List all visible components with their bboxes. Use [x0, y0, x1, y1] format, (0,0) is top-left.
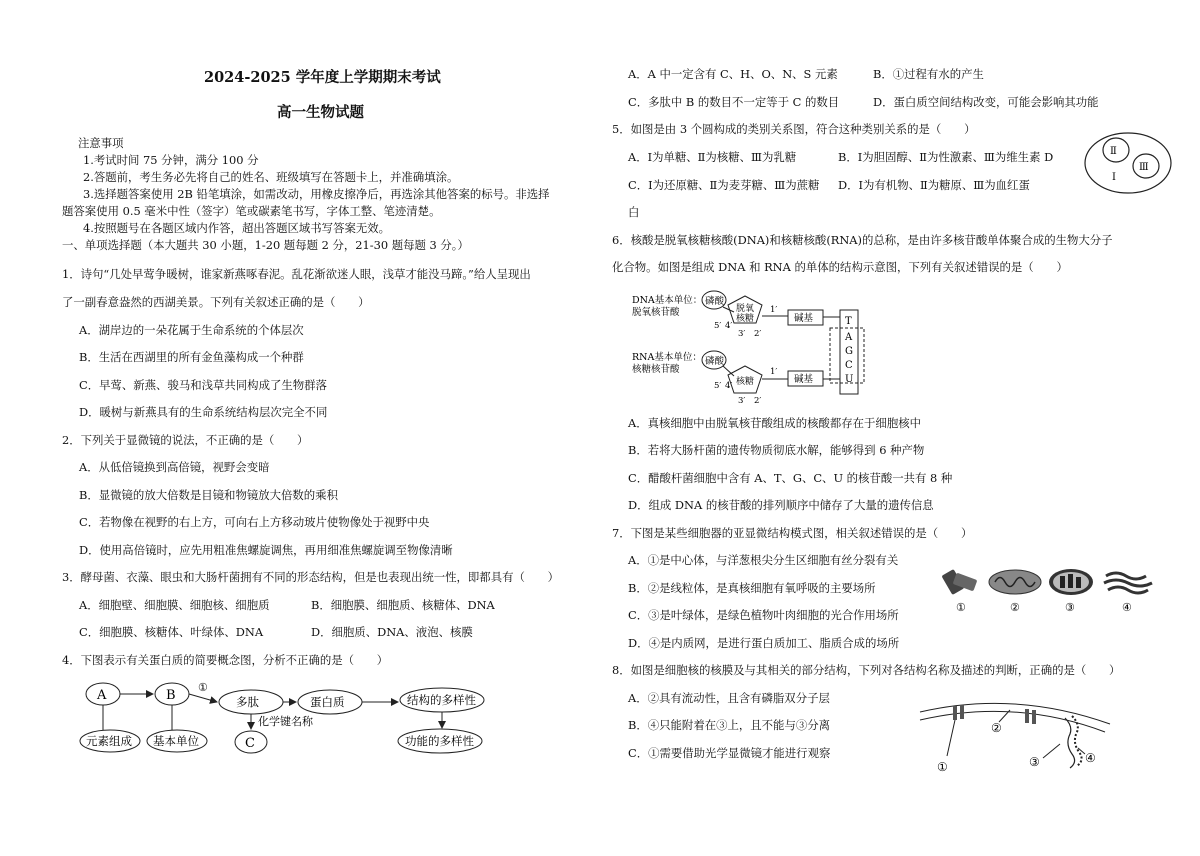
- centriole-icon: [941, 569, 977, 595]
- option: C．①需要借助光学显微镜才能进行观察: [628, 746, 831, 760]
- organelles-diagram: [940, 566, 1170, 616]
- nuclear-label-4: ④: [1085, 751, 1096, 765]
- phosphate-label: 磷酸: [705, 356, 725, 367]
- rna-unit-label: RNA基本单位：: [632, 352, 702, 363]
- node-b: B: [166, 688, 176, 703]
- nuclear-label-1: ①: [937, 760, 948, 774]
- subject-title: 高一生物试题: [277, 104, 364, 121]
- option: A．Ⅰ为单糖、Ⅱ为核糖、Ⅲ为乳糖: [628, 150, 797, 164]
- nucleotide-structure-diagram: [628, 290, 868, 405]
- organelle-label-3: ③: [1065, 601, 1075, 614]
- option: B．①过程有水的产生: [873, 67, 984, 81]
- circle-label-i: Ⅰ: [1112, 172, 1116, 183]
- structure-diversity-label: 结构的多样性: [407, 693, 476, 707]
- option: A．湖岸边的一朵花属于生命系统的个体层次: [79, 323, 304, 337]
- organelle-label-2: ②: [1010, 601, 1020, 614]
- notice-item: 2.答题前，考生务必先将自己的姓名、班级填写在答题卡上，并准确填涂。: [83, 170, 459, 184]
- option: A．①是中心体，与洋葱根尖分生区细胞有丝分裂有关: [628, 553, 899, 567]
- nuclear-label-3: ③: [1029, 755, 1040, 769]
- option: B．生活在西湖里的所有金鱼藻构成一个种群: [79, 350, 304, 364]
- carbon-1-label: 1′: [770, 305, 778, 315]
- question-stem: 3．酵母菌、衣藻、眼虫和大肠杆菌拥有不同的形态结构，但是也表现出统一性，即都具有（ ）: [62, 570, 560, 584]
- question-stem: 8．如图是细胞核的核膜及与其相关的部分结构，下列对各结构名称及描述的判断，正确的是（ ）: [612, 663, 1121, 677]
- phosphate-label: 磷酸: [705, 296, 725, 307]
- deoxyribose-label: 脱氧: [736, 304, 755, 314]
- carbon-3-label: 3′: [738, 329, 746, 339]
- elements-label: 元素组成: [86, 734, 132, 748]
- carbon-1-label: 1′: [770, 367, 778, 377]
- question-stem: 5．如图是由 3 个圆构成的类别关系图，符合这种类别关系的是（ ）: [612, 122, 976, 136]
- base-letter: U: [845, 374, 854, 385]
- notice-item: 题答案使用 0.5 毫米中性（签字）笔或碳素笔书写，字体工整、笔迹清楚。: [62, 204, 441, 218]
- question-stem: 7．下图是某些细胞器的亚显微结构模式图，相关叙述错误的是（ ）: [612, 526, 973, 540]
- option: C．醋酸杆菌细胞中含有 A、T、G、C、U 的核苷酸一共有 8 种: [628, 471, 953, 485]
- option: C．早莺、新燕、骏马和浅草共同构成了生物群落: [79, 378, 327, 392]
- nuclear-label-2: ②: [991, 721, 1002, 735]
- organelle-label-1: ①: [956, 601, 966, 614]
- base-label: 碱基: [794, 313, 814, 324]
- option: C．细胞膜、核糖体、叶绿体、DNA: [79, 625, 264, 639]
- notice-item: 4.按照题号在各题区域内作答，超出答题区域书写答案无效。: [83, 221, 391, 235]
- base-letter: C: [845, 360, 853, 371]
- question-stem: 1．诗句“几处早莺争暖树，谁家新燕啄春泥。乱花渐欲迷人眼，浅草才能没马蹄。”给人呈现出: [62, 267, 531, 281]
- question-stem: 6．核酸是脱氧核糖核酸(DNA)和核糖核酸(RNA)的总称，是由许多核苷酸单体聚合成的生物大分子: [612, 233, 1113, 247]
- circle-label-iii: Ⅲ: [1139, 162, 1149, 173]
- circle-label-ii: Ⅱ: [1110, 146, 1117, 157]
- protein-label: 蛋白质: [310, 695, 345, 709]
- dna-unit-name: 脱氧核苷酸: [632, 307, 680, 318]
- endoplasmic-reticulum-icon: [1104, 573, 1152, 593]
- carbon-5-label: 5′: [714, 381, 722, 391]
- deoxyribose-label: 核糖: [736, 314, 755, 324]
- base-letter: G: [845, 346, 853, 357]
- option: D．使用高倍镜时，应先用粗准焦螺旋调焦，再用细准焦螺旋调至物像清晰: [79, 543, 453, 557]
- dna-unit-label: DNA基本单位：: [632, 295, 703, 306]
- question-stem: 2．下列关于显微镜的说法，不正确的是（ ）: [62, 433, 309, 447]
- polypeptide-label: 多肽: [236, 695, 259, 709]
- option: C．若物像在视野的右上方，可向右上方移动玻片使物像处于视野中央: [79, 515, 430, 529]
- notice-item: 3.选择题答案使用 2B 铅笔填涂，如需改动，用橡皮擦净后，再选涂其他答案的标号。非选择: [83, 187, 550, 201]
- carbon-2-label: 2′: [754, 396, 762, 405]
- option: C．Ⅰ为还原糖、Ⅱ为麦芽糖、Ⅲ为蔗糖: [628, 178, 820, 192]
- question-stem: 化合物。如图是组成 DNA 和 RNA 的单体的结构示意图，下列有关叙述错误的是（ ）: [612, 260, 1068, 274]
- question-stem: 4．下图表示有关蛋白质的简要概念图，分析不正确的是（ ）: [62, 653, 389, 667]
- basic-unit-label: 基本单位: [153, 734, 199, 748]
- option: C．多肽中 B 的数目不一定等于 C 的数目: [628, 95, 840, 109]
- nuclear-envelope-diagram: [915, 702, 1115, 774]
- carbon-5-label: 5′: [714, 321, 722, 331]
- carbon-3-label: 3′: [738, 396, 746, 405]
- option: B．②是线粒体，是真核细胞有氧呼吸的主要场所: [628, 581, 876, 595]
- option: D．细胞质、DNA、液泡、核膜: [311, 625, 473, 639]
- mitochondrion-icon: [989, 570, 1041, 594]
- option: B．④只能附着在③上，且不能与③分离: [628, 718, 831, 732]
- option: B．Ⅰ为胆固醇、Ⅱ为性激素、Ⅲ为维生素 D: [838, 150, 1054, 164]
- option: D．组成 DNA 的核苷酸的排列顺序中储存了大量的遗传信息: [628, 498, 934, 512]
- option: C．③是叶绿体，是绿色植物叶肉细胞的光合作用场所: [628, 608, 899, 622]
- option: A．真核细胞中由脱氧核苷酸组成的核酸都存在于细胞核中: [628, 416, 921, 430]
- category-circles-diagram: [1082, 128, 1174, 198]
- chloroplast-icon: [1049, 569, 1093, 595]
- bond-name-label: 化学键名称: [258, 715, 313, 728]
- option: D．蛋白质空间结构改变，可能会影响其功能: [873, 95, 1099, 109]
- rna-unit-name: 核糖核苷酸: [632, 364, 680, 375]
- node-a: A: [97, 688, 107, 703]
- node-c: C: [245, 736, 255, 751]
- section-heading: 一、单项选择题（本大题共 30 小题，1-20 题每题 2 分，21-30 题每题 3 分。）: [62, 238, 469, 252]
- option: D．Ⅰ为有机物、Ⅱ为糖原、Ⅲ为血红蛋: [838, 178, 1030, 192]
- option: D．④是内质网，是进行蛋白质加工、脂质合成的场所: [628, 636, 900, 650]
- notice-heading: 注意事项: [78, 136, 124, 150]
- base-letter: A: [845, 332, 853, 343]
- option: A．A 中一定含有 C、H、O、N、S 元素: [628, 67, 838, 81]
- option: D．暖树与新燕具有的生命系统结构层次完全不同: [79, 405, 328, 419]
- protein-concept-diagram: [60, 678, 580, 778]
- base-label: 碱基: [794, 374, 814, 385]
- exam-title: 2024-2025 学年度上学期期末考试: [204, 69, 441, 86]
- question-stem: 了一副春意盎然的西湖美景。下列有关叙述正确的是（ ）: [62, 295, 370, 309]
- option: A．从低倍镜换到高倍镜，视野会变暗: [79, 460, 270, 474]
- base-letter: T: [845, 316, 852, 327]
- carbon-4-label: 4′: [725, 321, 733, 331]
- function-diversity-label: 功能的多样性: [405, 734, 474, 748]
- option: A．细胞壁、细胞膜、细胞核、细胞质: [79, 598, 270, 612]
- notice-item: 1.考试时间 75 分钟，满分 100 分: [83, 153, 259, 167]
- organelle-label-4: ④: [1122, 601, 1132, 614]
- option: A．②具有流动性，且含有磷脂双分子层: [628, 691, 830, 705]
- option: B．若将大肠杆菌的遗传物质彻底水解，能够得到 6 种产物: [628, 443, 925, 457]
- carbon-2-label: 2′: [754, 329, 762, 339]
- option: B．显微镜的放大倍数是目镜和物镜放大倍数的乘积: [79, 488, 338, 502]
- carbon-4-label: 4′: [725, 381, 733, 391]
- step-1-label: ①: [198, 681, 208, 694]
- ribose-label: 核糖: [736, 377, 755, 387]
- option: 白: [628, 205, 640, 219]
- option: B．细胞膜、细胞质、核糖体、DNA: [311, 598, 495, 612]
